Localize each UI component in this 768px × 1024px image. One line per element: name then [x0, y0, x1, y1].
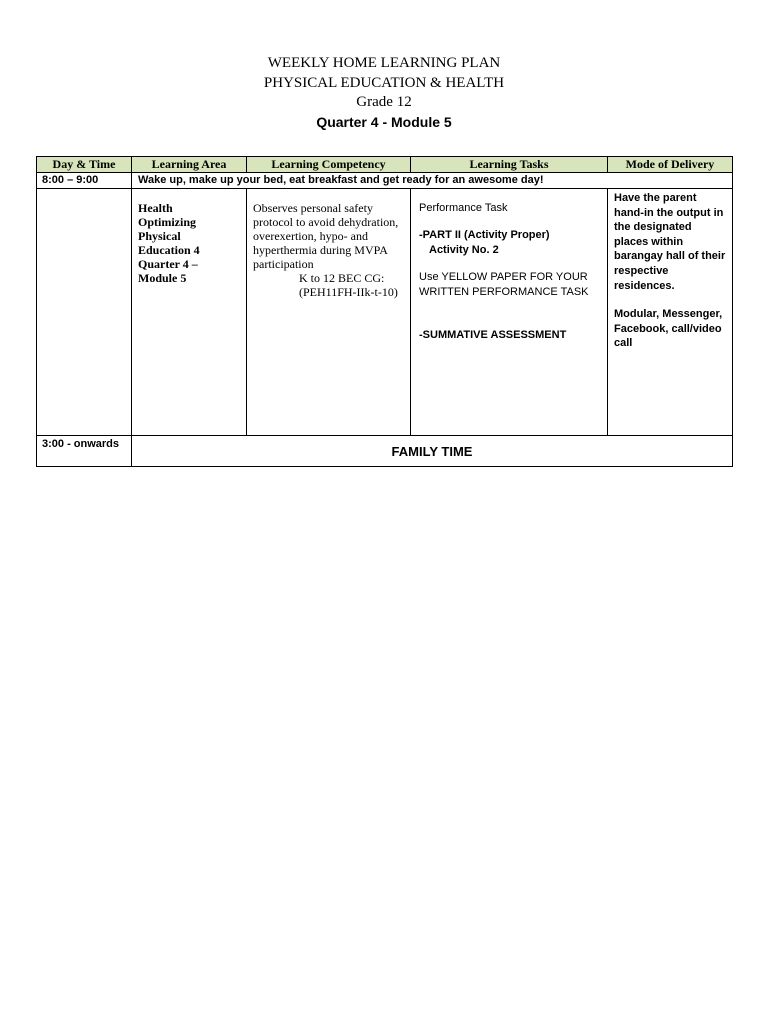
quarter-module-label: Quarter 4 - Module 5 — [316, 114, 452, 130]
column-header-day-time: Day & Time — [37, 157, 132, 173]
column-header-learning-tasks: Learning Tasks — [411, 157, 608, 173]
learning-plan-table — [36, 156, 733, 467]
empty-time-cell — [37, 189, 132, 436]
task-activity-no: Activity No. 2 — [429, 244, 499, 256]
competency-code: K to 12 BEC CG: (PEH11FH-IIk-t-10) — [299, 271, 398, 299]
task-summative: -SUMMATIVE ASSESSMENT — [419, 329, 567, 341]
learning-area-line: Quarter 4 – — [138, 257, 198, 271]
learning-tasks-cell — [411, 189, 608, 436]
family-time-cell: FAMILY TIME — [132, 436, 733, 467]
learning-competency-cell — [247, 189, 411, 436]
learning-area-cell — [132, 189, 247, 436]
row-time-cell: 8:00 – 9:00 — [37, 173, 132, 189]
delivery-modes: Modular, Messenger, Facebook, call/video call — [614, 308, 723, 350]
table-header-row — [37, 157, 733, 173]
table-row — [37, 173, 733, 189]
row-time-cell: 3:00 - onwards — [37, 436, 132, 467]
subject-title: PHYSICAL EDUCATION & HEALTH — [263, 75, 505, 91]
learning-area-line: Education 4 — [138, 243, 200, 257]
column-header-learning-area: Learning Area — [132, 157, 247, 173]
delivery-instructions: Have the parent hand-in the output in the designated places within barangay hall of their respective residences. — [614, 192, 726, 292]
grade-label: Grade 12 — [356, 94, 412, 110]
learning-area-line: Module 5 — [138, 271, 187, 285]
learning-area-line: Health — [138, 201, 173, 215]
table-row — [37, 189, 733, 436]
learning-area-line: Optimizing — [138, 215, 197, 229]
column-header-learning-competency: Learning Competency — [247, 157, 411, 173]
table-row — [37, 436, 733, 467]
task-part-ii: -PART II (Activity Proper) — [419, 229, 550, 241]
column-header-mode-of-delivery: Mode of Delivery — [608, 157, 733, 173]
plan-title: WEEKLY HOME LEARNING PLAN — [267, 55, 501, 71]
competency-text: Observes personal safety protocol to avoid dehydration, overexertion, hypo- and hyperthermia during MVPA participation — [253, 201, 399, 271]
task-performance: Performance Task — [419, 202, 508, 214]
morning-routine-cell: Wake up, make up your bed, eat breakfast and get ready for an awesome day! — [132, 173, 733, 189]
learning-area-line: Physical — [138, 229, 181, 243]
mode-of-delivery-cell — [608, 189, 733, 436]
task-yellow-paper: Use YELLOW PAPER FOR YOUR WRITTEN PERFORMANCE TASK — [419, 271, 589, 298]
